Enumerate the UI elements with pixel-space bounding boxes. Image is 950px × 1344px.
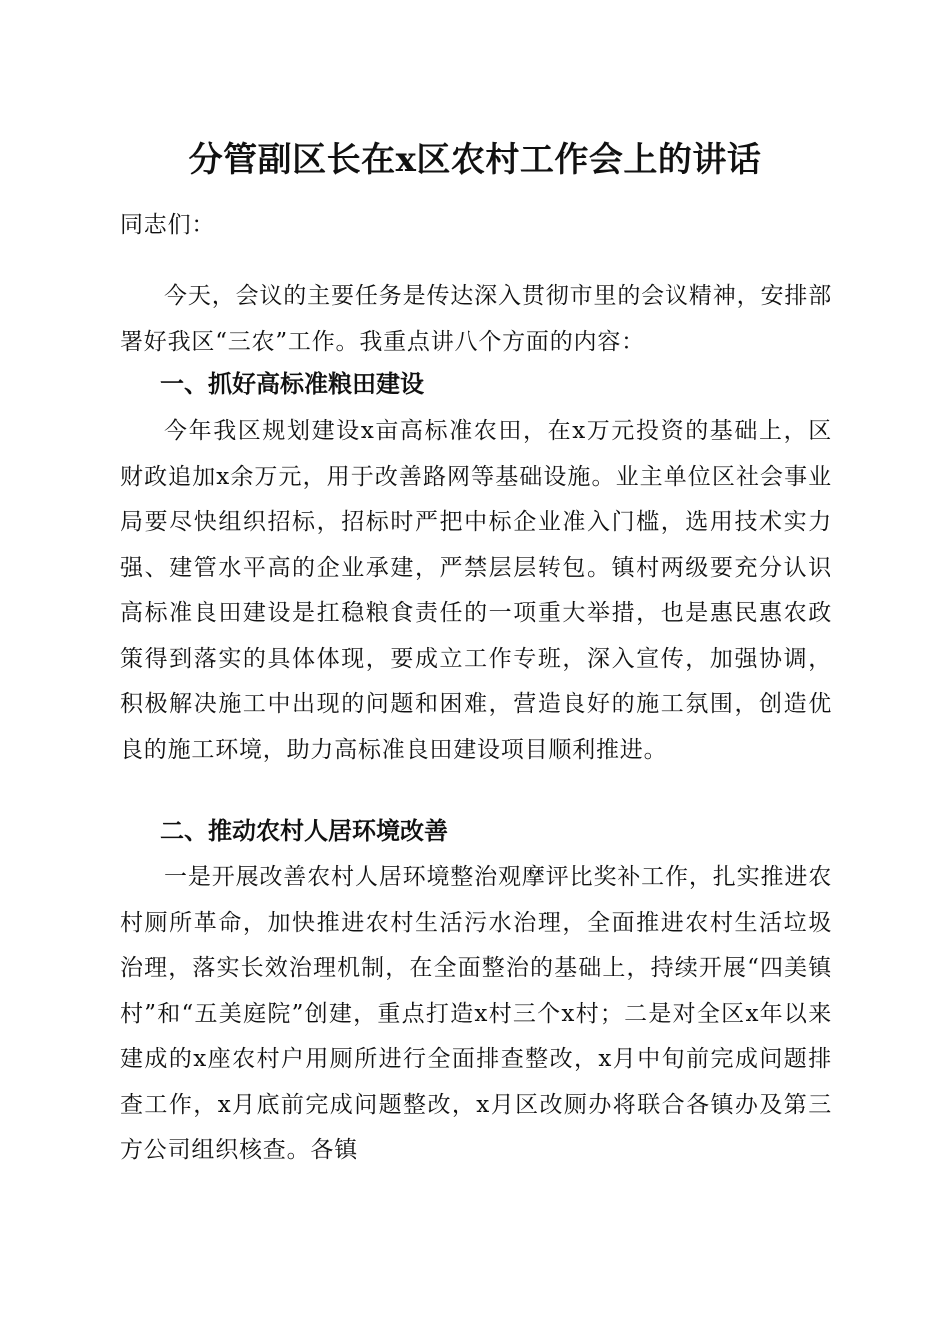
document-title: 分管副区长在x区农村工作会上的讲话	[188, 140, 762, 180]
salutation: 同志们：	[120, 212, 216, 238]
section-paragraph-2: 一是开展改善农村人居环境整治观摩评比奖补工作，扎实推进农村厕所革命，加快推进农村生活污水治理，全面推进农村生活垃圾治理，落实长效治理机制，在全面整治的基础上，持续开展“四美镇村”和“五美庭院”创建，重点打造x村三个x村；二是对全区x年以来建成的x座农村户用厕所进行全面排查整改，x月中旬前完成问题排查工作，x月底前完成问题整改，x月区改厕办将联合各镇办及第三方公司组织核查。各镇	[120, 864, 832, 1163]
section-paragraph-1: 今年我区规划建设x亩高标准农田，在x万元投资的基础上，区财政追加x余万元，用于改善路网等基础设施。业主单位区社会事业局要尽快组织招标，招标时严把中标企业准入门槛，选用技术实力强、建管水平高的企业承建，严禁层层转包。镇村两级要充分认识高标准良田建设是扛稳粮食责任的一项重大举措，也是惠民惠农政策得到落实的具体体现，要成立工作专班，深入宣传，加强协调，积极解决施工中出现的问题和困难，营造良好的施工氛围，创造优良的施工环境，助力高标准良田建设项目顺利推进。	[120, 418, 832, 763]
section-heading-2: 二、推动农村人居环境改善	[160, 817, 448, 845]
intro-paragraph: 今天，会议的主要任务是传达深入贯彻市里的会议精神，安排部署好我区“三农”工作。我重点讲八个方面的内容：	[120, 283, 832, 355]
section-heading-1: 一、抓好高标准粮田建设	[160, 370, 424, 398]
